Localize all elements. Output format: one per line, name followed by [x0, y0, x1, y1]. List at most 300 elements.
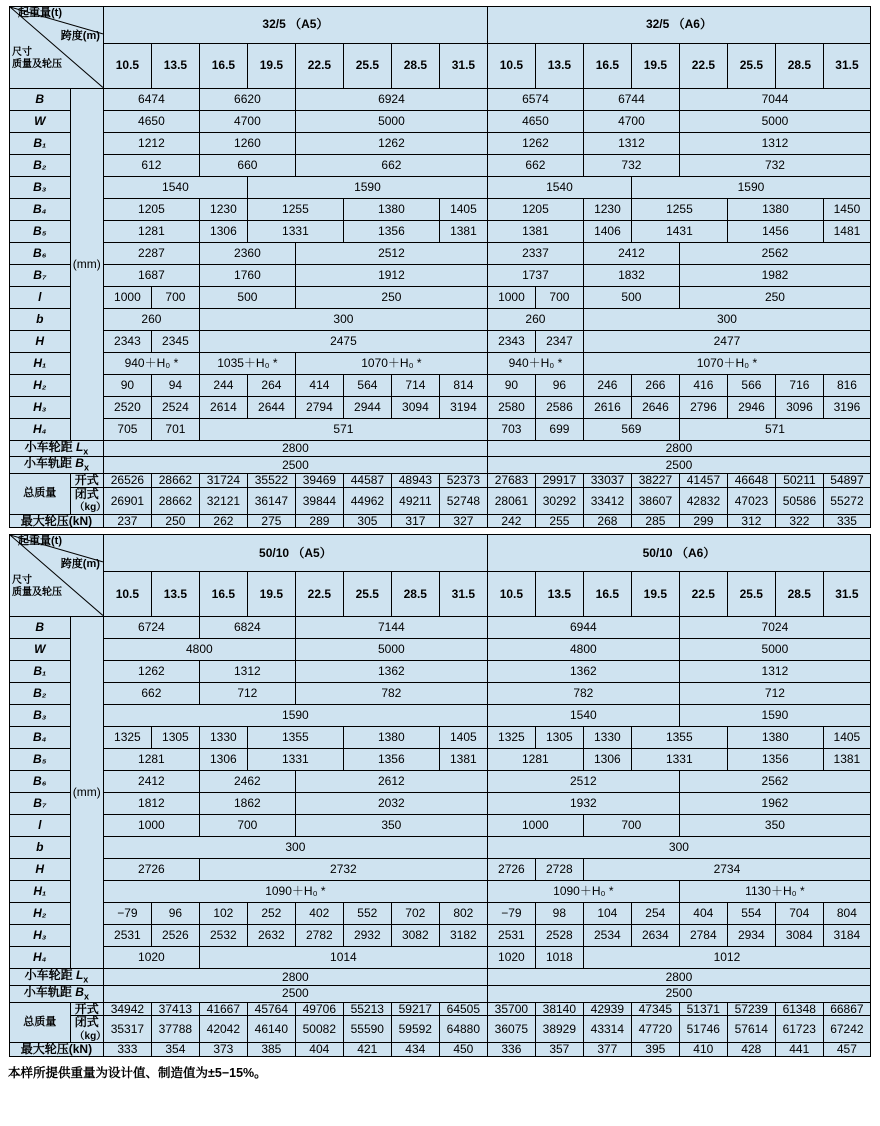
value-left-H₄-0: 1020	[103, 946, 199, 968]
value-left-B₁-2: 1262	[295, 132, 487, 154]
trolley-gauge-label: 小车轨距 $B_x$	[10, 457, 104, 474]
trolley-wheelbase-right: 2800	[487, 440, 870, 457]
value-right-B₅-0: 1281	[487, 748, 583, 770]
value-right-H₃-4: 2784	[679, 924, 727, 946]
mass-open-left-3: 35522	[247, 474, 295, 488]
value-right-H₄-0: 1020	[487, 946, 535, 968]
value-right-H₃-0: 2580	[487, 396, 535, 418]
value-left-H₃-1: 2526	[151, 924, 199, 946]
row-label-B₃: B₃	[10, 176, 71, 198]
value-right-B₄-1: 1305	[535, 726, 583, 748]
mass-open-left-2: 41667	[199, 1002, 247, 1016]
value-right-B₁-1: 1312	[679, 660, 870, 682]
span-header-row	[10, 43, 871, 88]
value-right-W-1: 4700	[583, 110, 679, 132]
wheel-load-right-0: 336	[487, 1043, 535, 1057]
value-left-B₅-0: 1281	[103, 748, 199, 770]
open-type-label: 开式	[70, 474, 103, 488]
mass-closed-left-3: 46140	[247, 1016, 295, 1043]
value-left-B₄-1: 1230	[199, 198, 247, 220]
mass-open-right-3: 47345	[631, 1002, 679, 1016]
span-value-left-6: 28.5	[391, 43, 439, 88]
value-left-H₃-1: 2524	[151, 396, 199, 418]
dimension-row-b	[10, 308, 871, 330]
trolley-gauge-right: 2500	[487, 457, 870, 474]
value-right-H₄-1: 1018	[535, 946, 583, 968]
value-right-B₅-4: 1381	[823, 748, 870, 770]
mass-open-left-6: 48943	[391, 474, 439, 488]
value-left-B₄-0: 1325	[103, 726, 151, 748]
value-right-B₄-3: 1380	[727, 198, 823, 220]
trolley-wheelbase-left: 2800	[103, 440, 487, 457]
row-label-B₄: B₄	[10, 198, 71, 220]
span-value-right-1: 13.5	[535, 43, 583, 88]
value-right-B₄-0: 1325	[487, 726, 535, 748]
value-left-B₄-1: 1305	[151, 726, 199, 748]
mass-closed-left-4: 39844	[295, 487, 343, 514]
value-left-B₄-5: 1405	[439, 726, 487, 748]
value-right-H₂-6: 704	[775, 902, 823, 924]
dimension-row-l	[10, 814, 871, 836]
value-right-H₂-0: 90	[487, 374, 535, 396]
value-right-H₃-7: 3196	[823, 396, 870, 418]
value-right-B₅-2: 1331	[631, 748, 727, 770]
value-right-H₃-5: 2946	[727, 396, 775, 418]
value-left-W-1: 5000	[295, 638, 487, 660]
value-left-B₂-1: 712	[199, 682, 295, 704]
value-left-H-1: 2732	[199, 858, 487, 880]
value-left-H₂-5: 552	[343, 902, 391, 924]
value-left-H₃-5: 2944	[343, 396, 391, 418]
mass-closed-right-4: 51746	[679, 1016, 727, 1043]
value-left-B₅-0: 1281	[103, 220, 199, 242]
mass-closed-right-7: 55272	[823, 487, 870, 514]
value-left-l-0: 1000	[103, 814, 199, 836]
value-left-B₇-0: 1687	[103, 264, 199, 286]
value-right-H₂-3: 254	[631, 902, 679, 924]
value-left-B₄-3: 1380	[343, 198, 439, 220]
value-left-B-1: 6620	[199, 88, 295, 110]
value-right-B₆-1: 2412	[583, 242, 679, 264]
wheel-load-right-6: 441	[775, 1043, 823, 1057]
wheel-load-left-1: 250	[151, 514, 199, 528]
footnote: 本样所提供重量为设计值、制造值为±5−15%。	[8, 1065, 267, 1080]
value-left-H₄-2: 571	[199, 418, 487, 440]
wheel-load-left-2: 262	[199, 514, 247, 528]
value-left-H₃-5: 2932	[343, 924, 391, 946]
mass-open-right-6: 61348	[775, 1002, 823, 1016]
value-right-B₄-2: 1255	[631, 198, 727, 220]
value-left-H₁-2: 1070＋H₀ *	[295, 352, 487, 374]
span-value-left-0: 10.5	[103, 43, 151, 88]
row-label-b: b	[10, 836, 71, 858]
mass-open-left-0: 34942	[103, 1002, 151, 1016]
mass-closed-right-7: 67242	[823, 1016, 870, 1043]
row-label-B: B	[10, 616, 71, 638]
dimension-row-B₄	[10, 198, 871, 220]
value-left-B₁-1: 1312	[199, 660, 295, 682]
row-label-B₂: B₂	[10, 154, 71, 176]
span-header-row	[10, 571, 871, 616]
span-value-left-2: 16.5	[199, 571, 247, 616]
dimension-row-H	[10, 858, 871, 880]
mass-closed-left-0: 35317	[103, 1016, 151, 1043]
mass-open-right-5: 57239	[727, 1002, 775, 1016]
dimension-row-B₆	[10, 770, 871, 792]
trolley-wheelbase-label: 小车轮距 $L_x$	[10, 440, 104, 457]
value-right-H₂-7: 804	[823, 902, 870, 924]
wheel-load-right-4: 299	[679, 514, 727, 528]
value-right-B₅-1: 1306	[583, 748, 631, 770]
value-left-B₅-1: 1306	[199, 748, 247, 770]
value-left-H₃-6: 3094	[391, 396, 439, 418]
mass-closed-right-6: 50586	[775, 487, 823, 514]
mass-open-right-2: 33037	[583, 474, 631, 488]
value-right-B₃-0: 1540	[487, 176, 631, 198]
dimension-row-W	[10, 638, 871, 660]
value-right-H₂-6: 716	[775, 374, 823, 396]
mass-open-left-2: 31724	[199, 474, 247, 488]
unit-mm-label: (mm)	[70, 616, 103, 968]
value-right-B₄-4: 1450	[823, 198, 870, 220]
row-label-H₄: H₄	[10, 418, 71, 440]
value-right-B₄-0: 1205	[487, 198, 583, 220]
span-value-left-0: 10.5	[103, 571, 151, 616]
mass-open-right-0: 35700	[487, 1002, 535, 1016]
dimension-row-B₁	[10, 132, 871, 154]
mass-closed-left-3: 36147	[247, 487, 295, 514]
dimension-row-B₂	[10, 154, 871, 176]
value-left-H₄-1: 701	[151, 418, 199, 440]
mass-closed-right-1: 38929	[535, 1016, 583, 1043]
wheel-load-left-7: 327	[439, 514, 487, 528]
value-left-l-2: 500	[199, 286, 295, 308]
value-left-B-2: 6924	[295, 88, 487, 110]
mass-open-right-4: 41457	[679, 474, 727, 488]
value-right-B₅-1: 1406	[583, 220, 631, 242]
value-right-H₂-1: 98	[535, 902, 583, 924]
wheel-load-right-4: 410	[679, 1043, 727, 1057]
row-label-H: H	[10, 330, 71, 352]
span-value-left-3: 19.5	[247, 43, 295, 88]
value-right-W-0: 4800	[487, 638, 679, 660]
span-value-left-4: 22.5	[295, 571, 343, 616]
mass-closed-right-2: 33412	[583, 487, 631, 514]
value-right-H₂-1: 96	[535, 374, 583, 396]
value-right-H-2: 2734	[583, 858, 870, 880]
span-value-left-5: 25.5	[343, 43, 391, 88]
row-label-H₄: H₄	[10, 946, 71, 968]
trolley-wheelbase-row	[10, 968, 871, 985]
mass-closed-right-3: 38607	[631, 487, 679, 514]
row-label-B₆: B₆	[10, 242, 71, 264]
dimension-row-B	[10, 616, 871, 638]
mass-closed-left-7: 64880	[439, 1016, 487, 1043]
value-right-B₁-0: 1362	[487, 660, 679, 682]
value-left-B₂-0: 662	[103, 682, 199, 704]
value-left-b-0: 300	[103, 836, 487, 858]
value-right-W-1: 5000	[679, 638, 870, 660]
mass-closed-right-2: 43314	[583, 1016, 631, 1043]
dimension-row-H₃	[10, 924, 871, 946]
row-label-B₇: B₇	[10, 792, 71, 814]
value-right-B₄-3: 1355	[631, 726, 727, 748]
value-right-B₅-3: 1456	[727, 220, 823, 242]
dimension-row-B₂	[10, 682, 871, 704]
value-right-H₃-3: 2646	[631, 396, 679, 418]
wheel-load-right-7: 457	[823, 1043, 870, 1057]
dimension-row-W	[10, 110, 871, 132]
value-right-H₃-1: 2528	[535, 924, 583, 946]
value-right-B₇-0: 1737	[487, 264, 583, 286]
dimension-row-H₂	[10, 374, 871, 396]
value-left-H₂-0: 90	[103, 374, 151, 396]
wheel-load-right-7: 335	[823, 514, 870, 528]
value-right-B₄-4: 1380	[727, 726, 823, 748]
dimension-row-B₅	[10, 220, 871, 242]
value-left-l-0: 1000	[103, 286, 151, 308]
unit-mm-label: (mm)	[70, 88, 103, 440]
dimension-row-b	[10, 836, 871, 858]
span-value-left-3: 19.5	[247, 571, 295, 616]
value-left-b-1: 300	[199, 308, 487, 330]
value-right-B₂-1: 732	[583, 154, 679, 176]
value-right-H-1: 2728	[535, 858, 583, 880]
value-left-l-2: 350	[295, 814, 487, 836]
value-left-B-0: 6474	[103, 88, 199, 110]
mass-closed-right-0: 28061	[487, 487, 535, 514]
mass-closed-left-2: 32121	[199, 487, 247, 514]
mass-open-left-7: 52373	[439, 474, 487, 488]
span-value-right-6: 28.5	[775, 43, 823, 88]
value-right-H₃-4: 2796	[679, 396, 727, 418]
value-left-B₇-2: 1912	[295, 264, 487, 286]
mass-open-right-3: 38227	[631, 474, 679, 488]
value-left-H₂-1: 96	[151, 902, 199, 924]
dimension-row-B₁	[10, 660, 871, 682]
value-right-H₃-6: 3096	[775, 396, 823, 418]
span-legend-label: 跨度(m)	[60, 30, 100, 42]
value-left-H₃-7: 3182	[439, 924, 487, 946]
value-right-b-1: 300	[583, 308, 870, 330]
span-value-left-7: 31.5	[439, 571, 487, 616]
row-label-B₄: B₄	[10, 726, 71, 748]
value-right-H₃-0: 2531	[487, 924, 535, 946]
value-left-H₃-2: 2614	[199, 396, 247, 418]
row-label-B: B	[10, 88, 71, 110]
mass-open-left-4: 49706	[295, 1002, 343, 1016]
value-left-B₆-2: 2612	[295, 770, 487, 792]
value-right-H₃-1: 2586	[535, 396, 583, 418]
wheel-load-right-2: 377	[583, 1043, 631, 1057]
row-label-B₇: B₇	[10, 264, 71, 286]
value-right-H₄-0: 703	[487, 418, 535, 440]
value-left-H₁-1: 1035＋H₀ *	[199, 352, 295, 374]
dimension-row-B₃	[10, 176, 871, 198]
capacity-legend-label: 起重量(t)	[18, 7, 62, 19]
span-value-right-7: 31.5	[823, 43, 870, 88]
value-right-H₂-7: 816	[823, 374, 870, 396]
value-right-H₃-2: 2616	[583, 396, 631, 418]
value-left-W-0: 4800	[103, 638, 295, 660]
dimension-row-B	[10, 88, 871, 110]
value-right-B-0: 6944	[487, 616, 679, 638]
trolley-wheelbase-right: 2800	[487, 968, 870, 985]
value-left-H₃-3: 2632	[247, 924, 295, 946]
mass-open-left-1: 28662	[151, 474, 199, 488]
value-left-H₂-2: 102	[199, 902, 247, 924]
value-left-B₆-0: 2412	[103, 770, 199, 792]
value-left-H-0: 2726	[103, 858, 199, 880]
total-mass-open-row	[10, 1002, 871, 1016]
max-wheel-load-row	[10, 514, 871, 528]
value-right-B₆-0: 2512	[487, 770, 679, 792]
value-left-H₂-2: 244	[199, 374, 247, 396]
row-label-b: b	[10, 308, 71, 330]
value-right-H₄-1: 699	[535, 418, 583, 440]
wheel-load-right-6: 322	[775, 514, 823, 528]
dimension-row-H₁	[10, 880, 871, 902]
value-right-H₃-2: 2534	[583, 924, 631, 946]
value-left-B₇-1: 1760	[199, 264, 295, 286]
span-value-right-0: 10.5	[487, 43, 535, 88]
value-right-l-2: 500	[583, 286, 679, 308]
value-left-H₄-0: 705	[103, 418, 151, 440]
value-right-H₁-1: 1070＋H₀ *	[583, 352, 870, 374]
value-left-b-0: 260	[103, 308, 199, 330]
value-right-B₃-1: 1590	[631, 176, 870, 198]
value-right-B₂-1: 712	[679, 682, 870, 704]
total-mass-label: 总质量	[10, 474, 71, 515]
value-left-B-0: 6724	[103, 616, 199, 638]
wheel-load-left-4: 404	[295, 1043, 343, 1057]
value-left-l-3: 250	[295, 286, 487, 308]
closed-type-label: 闭式（kg）	[70, 1016, 103, 1043]
wheel-load-left-1: 354	[151, 1043, 199, 1057]
value-left-H₃-3: 2644	[247, 396, 295, 418]
value-left-H₃-7: 3194	[439, 396, 487, 418]
value-right-B₃-0: 1540	[487, 704, 679, 726]
mass-open-left-4: 39469	[295, 474, 343, 488]
trolley-gauge-left: 2500	[103, 985, 487, 1002]
capacity-legend-label: 起重量(t)	[18, 535, 62, 548]
row-label-H₁: H₁	[10, 880, 71, 902]
value-right-b-0: 300	[487, 836, 870, 858]
value-left-B₂-2: 782	[295, 682, 487, 704]
mass-open-right-5: 46648	[727, 474, 775, 488]
span-value-right-1: 13.5	[535, 571, 583, 616]
value-right-B₁-2: 1312	[679, 132, 870, 154]
value-left-B₅-2: 1331	[247, 748, 343, 770]
value-right-H₄-3: 571	[679, 418, 870, 440]
trolley-wheelbase-row	[10, 440, 871, 457]
mass-open-right-4: 51371	[679, 1002, 727, 1016]
value-right-B₅-0: 1381	[487, 220, 583, 242]
value-left-l-1: 700	[151, 286, 199, 308]
dimension-row-H	[10, 330, 871, 352]
value-right-H₁-1: 1130＋H₀ *	[679, 880, 870, 902]
total-mass-closed-row	[10, 487, 871, 514]
dimension-mass-legend-label: 尺寸 质量及轮压	[12, 575, 62, 598]
value-right-l-2: 350	[679, 814, 870, 836]
value-right-B-2: 7044	[679, 88, 870, 110]
trolley-gauge-row	[10, 457, 871, 474]
value-right-W-2: 5000	[679, 110, 870, 132]
wheel-load-left-4: 289	[295, 514, 343, 528]
value-left-H₃-4: 2794	[295, 396, 343, 418]
dimension-row-H₁	[10, 352, 871, 374]
wheel-load-left-3: 385	[247, 1043, 295, 1057]
value-left-H₂-6: 714	[391, 374, 439, 396]
mass-open-right-0: 27683	[487, 474, 535, 488]
value-right-l-1: 700	[535, 286, 583, 308]
mass-closed-left-5: 44962	[343, 487, 391, 514]
value-right-H₄-2: 569	[583, 418, 679, 440]
dimension-legend-corner	[10, 7, 104, 89]
value-right-H₂-0: −79	[487, 902, 535, 924]
value-right-W-0: 4650	[487, 110, 583, 132]
mass-open-right-7: 66867	[823, 1002, 870, 1016]
row-label-B₂: B₂	[10, 682, 71, 704]
value-right-B₆-0: 2337	[487, 242, 583, 264]
trolley-gauge-row	[10, 985, 871, 1002]
span-value-left-7: 31.5	[439, 43, 487, 88]
value-left-B₄-2: 1330	[199, 726, 247, 748]
dimension-row-H₃	[10, 396, 871, 418]
span-value-left-1: 13.5	[151, 43, 199, 88]
row-label-W: W	[10, 110, 71, 132]
max-wheel-load-row	[10, 1043, 871, 1057]
row-label-l: l	[10, 814, 71, 836]
value-left-B₄-2: 1255	[247, 198, 343, 220]
value-left-B₅-3: 1356	[343, 220, 439, 242]
value-left-H₃-6: 3082	[391, 924, 439, 946]
value-right-H₂-5: 566	[727, 374, 775, 396]
value-right-H₂-5: 554	[727, 902, 775, 924]
value-right-H₃-6: 3084	[775, 924, 823, 946]
value-left-H₂-6: 702	[391, 902, 439, 924]
max-wheel-load-label: 最大轮压(kN)	[10, 514, 104, 528]
value-right-H₂-2: 104	[583, 902, 631, 924]
value-right-H₄-2: 1012	[583, 946, 870, 968]
span-value-left-5: 25.5	[343, 571, 391, 616]
value-right-B₄-1: 1230	[583, 198, 631, 220]
value-left-H₁-0: 1090＋H₀ *	[103, 880, 487, 902]
spec-table-block-2	[9, 534, 871, 1056]
value-left-B₆-1: 2462	[199, 770, 295, 792]
value-right-H₁-0: 940＋H₀ *	[487, 352, 583, 374]
value-right-H₂-3: 266	[631, 374, 679, 396]
mass-closed-right-5: 57614	[727, 1016, 775, 1043]
total-mass-closed-row	[10, 1016, 871, 1043]
value-right-B₂-0: 782	[487, 682, 679, 704]
value-left-W-0: 4650	[103, 110, 199, 132]
dimension-legend-corner	[10, 535, 104, 617]
row-label-B₆: B₆	[10, 770, 71, 792]
value-right-B₂-0: 662	[487, 154, 583, 176]
mass-closed-right-1: 30292	[535, 487, 583, 514]
value-left-B₃-0: 1590	[103, 704, 487, 726]
value-left-B₅-4: 1381	[439, 220, 487, 242]
total-mass-open-row	[10, 474, 871, 488]
dimension-row-H₄	[10, 946, 871, 968]
span-value-left-4: 22.5	[295, 43, 343, 88]
row-label-H: H	[10, 858, 71, 880]
capacity-title-right: 32/5 （A6）	[487, 7, 870, 44]
value-right-H₁-0: 1090＋H₀ *	[487, 880, 679, 902]
mass-open-right-2: 42939	[583, 1002, 631, 1016]
span-value-right-2: 16.5	[583, 43, 631, 88]
